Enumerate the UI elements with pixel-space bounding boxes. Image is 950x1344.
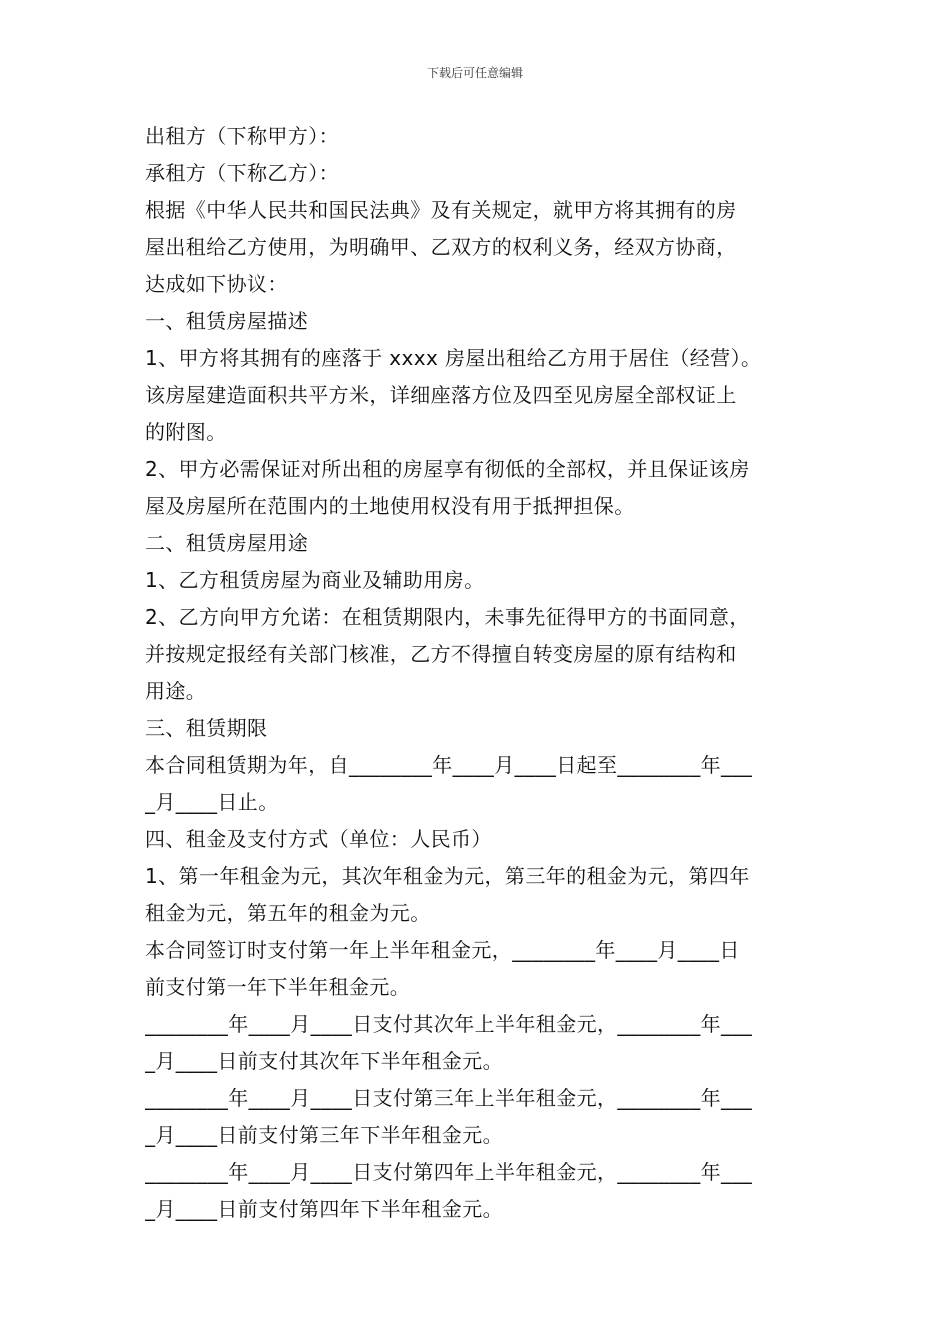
preamble-line-1: 根据《中华人民共和国民法典》及有关规定，就甲方将其拥有的房 [145,198,737,222]
term-line-2: _月____日止。 [145,790,279,814]
section-heading-2: 二、租赁房屋用途 [145,531,309,555]
payment-year-3-line-1: ________年____月____日支付第三年上半年租金元，________年___ [145,1086,753,1110]
clause-2-1: 1、乙方租赁房屋为商业及辅助用房。 [145,568,485,592]
payment-year-2-line-2: _月____日前支付其次年下半年租金元。 [145,1049,503,1073]
payment-year-4-line-2: _月____日前支付第四年下半年租金元。 [145,1197,503,1221]
payment-year-1-line-1: 本合同签订时支付第一年上半年租金元，________年____月____日 [145,938,740,962]
term-line-1: 本合同租赁期为年，自________年____月____日起至________年___ [145,753,753,777]
payment-year-4-line-1: ________年____月____日支付第四年上半年租金元，________年___ [145,1160,753,1184]
clause-2-2-line-1: 2、乙方向甲方允诺：在租赁期限内，未事先征得甲方的书面同意， [145,605,750,629]
clause-1-2-line-2: 屋及房屋所在范围内的土地使用权没有用于抵押担保。 [145,494,635,518]
clause-4-1-line-1: 1、第一年租金为元，其次年租金为元，第三年的租金为元，第四年 [145,864,750,888]
preamble-line-3: 达成如下协议： [145,272,288,296]
payment-year-2-line-1: ________年____月____日支付其次年上半年租金元，________年___ [145,1012,753,1036]
payment-year-1-line-2: 前支付第一年下半年租金元。 [145,975,411,999]
clause-4-1-line-2: 租金为元，第五年的租金为元。 [145,901,431,925]
party-a-line: 出租方（下称甲方）： [145,124,339,148]
clause-2-2-line-3: 用途。 [145,679,207,703]
section-heading-3: 三、租赁期限 [145,716,268,740]
clause-2-2-line-2: 并按规定报经有关部门核准，乙方不得擅自转变房屋的原有结构和 [145,642,737,666]
preamble-line-2: 屋出租给乙方使用，为明确甲、乙双方的权利义务，经双方协商， [145,235,737,259]
payment-year-3-line-2: _月____日前支付第三年下半年租金元。 [145,1123,503,1147]
clause-1-2-line-1: 2、甲方必需保证对所出租的房屋享有彻低的全部权，并且保证该房 [145,457,750,481]
section-heading-1: 一、租赁房屋描述 [145,309,309,333]
clause-1-1-line-3: 的附图。 [145,420,227,444]
party-b-line: 承租方（下称乙方）： [145,161,339,185]
section-heading-4: 四、租金及支付方式（单位：人民币） [145,827,492,851]
page-header: 下载后可任意编辑 [426,66,523,80]
clause-1-1-line-1: 1、甲方将其拥有的座落于 xxxx 房屋出租给乙方用于居住（经营）。 [145,346,762,370]
clause-1-1-line-2: 该房屋建造面积共平方米，详细座落方位及四至见房屋全部权证上 [145,383,737,407]
document-body [145,118,810,1228]
